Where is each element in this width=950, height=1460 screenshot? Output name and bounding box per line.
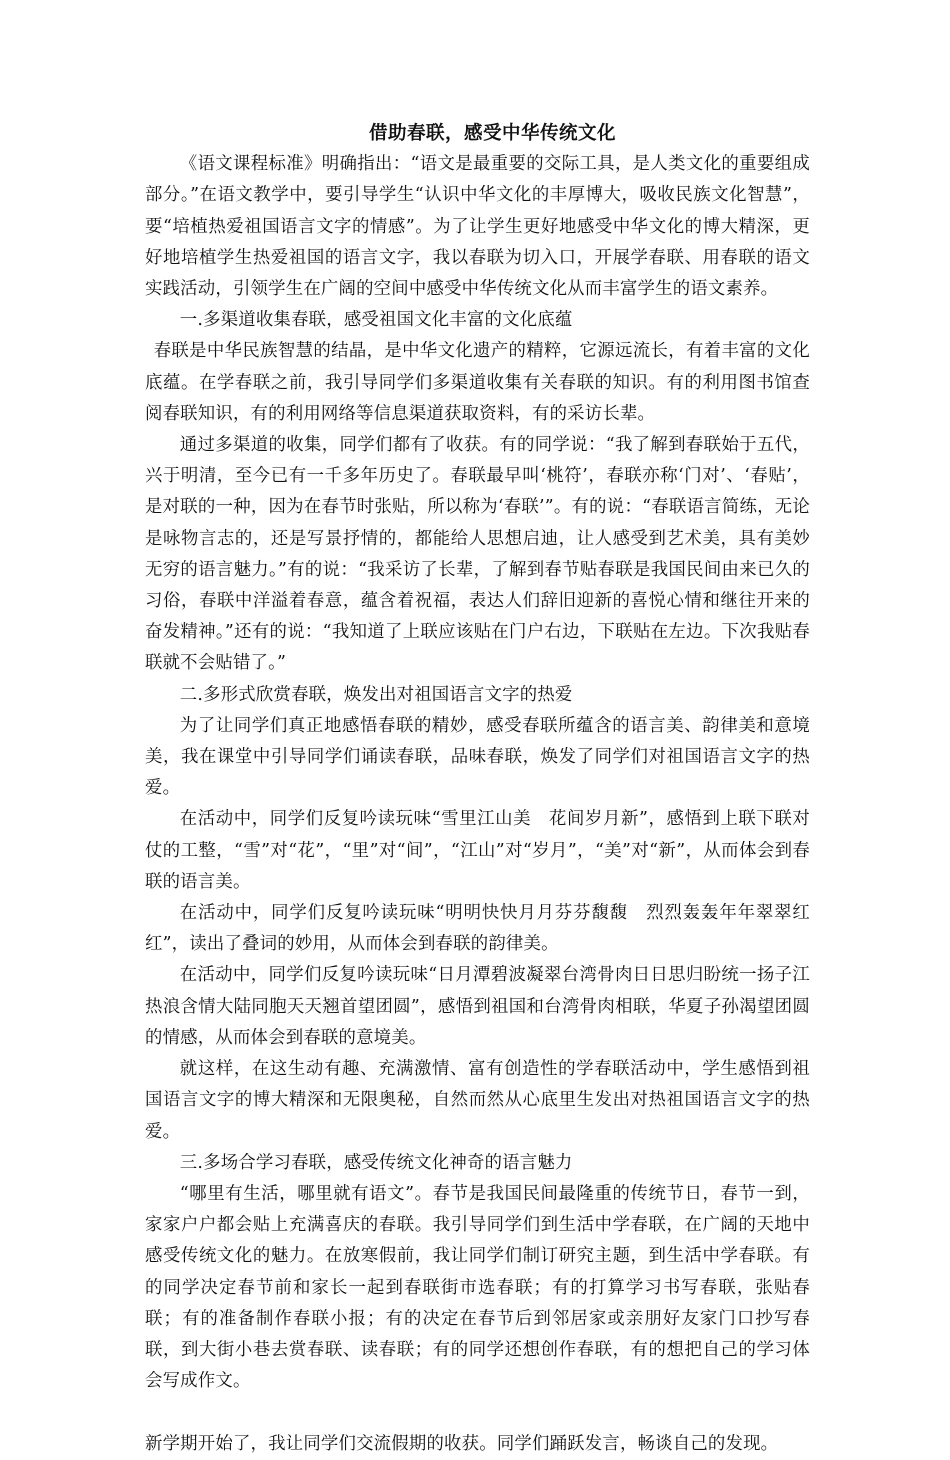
section-heading-3: 三.多场合学习春联，感受传统文化神奇的语言魅力 [179, 1152, 573, 1173]
paragraph-section-2-e: 就这样，在这生动有趣、充满激情、富有创造性的学春联活动中，学生感悟到祖国语言文字的博大精深和无限奥秘，自然而然从心底里生发出对热祖国语言文字的热爱。 [145, 1059, 810, 1142]
paragraph-section-3-a: “哪里有生活，哪里就有语文”。春节是我国民间最隆重的传统节日，春节一到，家家户户都会贴上充满喜庆的春联。我引导同学们到生活中学春联，在广阔的天地中感受传统文化的魅力。在放寒假前，我让同学们制订研究主题，到生活中学春联。有的同学决定春节前和家长一起到春联街市选春联；有的打算学习书写春联，张贴春联；有的准备制作春联小报；有的决定在春节后到邻居家或亲朋好友家门口抄写春联，到大街小巷去赏春联、读春联；有的同学还想创作春联，有的想把自己的学习体会写成作文。 [145, 1183, 810, 1392]
paragraph-intro: 《语文课程标准》明确指出：“语文是最重要的交际工具，是人类文化的重要组成部分。”在语文教学中，要引导学生“认识中华文化的丰厚博大，吸收民族文化智慧”，要“培植热爱祖国语言文字的情感”。为了让学生更好地感受中华文化的博大精深，更好地培植学生热爱祖国的语言文字，我以春联为切入口，开展学春联、用春联的语文实践活动，引领学生在广阔的空间中感受中华传统文化从而丰富学生的语文素养。 [145, 154, 810, 300]
paragraph-section-2-c: 在活动中，同学们反复吟读玩味“明明快快月月芬芬馥馥 烈烈轰轰年年翠翠红红”，读出了叠词的妙用，从而体会到春联的韵律美。 [145, 903, 810, 955]
section-heading-1: 一.多渠道收集春联，感受祖国文化丰富的文化底蕴 [179, 310, 573, 331]
paragraph-section-2-b: 在活动中，同学们反复吟读玩味“雪里江山美 花间岁月新”，感悟到上联下联对仗的工整，“雪”对“花”，“里”对“间”，“江山”对“岁月”，“美”对“新”，从而体会到春联的语言美。 [145, 809, 810, 892]
paragraph-closing: 新学期开始了，我让同学们交流假期的收获。同学们踊跃发言，畅谈自己的发现。 [145, 1433, 779, 1454]
paragraph-section-2-a: 为了让同学们真正地感悟春联的精妙，感受春联所蕴含的语言美、韵律美和意境美，我在课堂中引导同学们诵读春联，品味春联，焕发了同学们对祖国语言文字的热爱。 [145, 715, 810, 799]
paragraph-section-1-b: 通过多渠道的收集，同学们都有了收获。有的同学说：“我了解到春联始于五代，兴于明清，至今已有一千多年历史了。春联最早叫‘桃符’，春联亦称‘门对’、‘春贴’，是对联的一种，因为在春节时张贴，所以称为‘春联’”。有的说：“春联语言简练，无论是咏物言志的，还是写景抒情的，都能给人思想启迪，让人感受到艺术美，具有美妙无穷的语言魅力。”有的说：“我采访了长辈，了解到春节贴春联是我国民间由来已久的习俗，春联中洋溢着春意，蕴含着祝福，表达人们辞旧迎新的喜悦心情和继往开来的奋发精神。”还有的说：“我知道了上联应该贴在门户右边，下联贴在左边。下次我贴春联就不会贴错了。” [145, 435, 810, 674]
document-title: 借助春联，感受中华传统文化 [368, 123, 616, 144]
paragraph-gap [145, 1397, 810, 1428]
paragraph-section-1-a: 春联是中华民族智慧的结晶，是中华文化遗产的精粹，它源远流长，有着丰富的文化底蕴。在学春联之前，我引导同学们多渠道收集有关春联的知识。有的利用图书馆查阅春联知识，有的利用网络等信息渠道获取资料，有的采访长辈。 [145, 341, 810, 424]
paragraph-section-2-d: 在活动中，同学们反复吟读玩味“日月潭碧波凝翠台湾骨肉日日思归盼统一扬子江热浪含情大陆同胞天天翘首望团圆”，感悟到祖国和台湾骨肉相联，华夏子孙渴望团圆的情感，从而体会到春联的意境美。 [145, 965, 810, 1048]
section-heading-2: 二.多形式欣赏春联，焕发出对祖国语言文字的热爱 [179, 684, 573, 705]
document-body [145, 118, 810, 1460]
